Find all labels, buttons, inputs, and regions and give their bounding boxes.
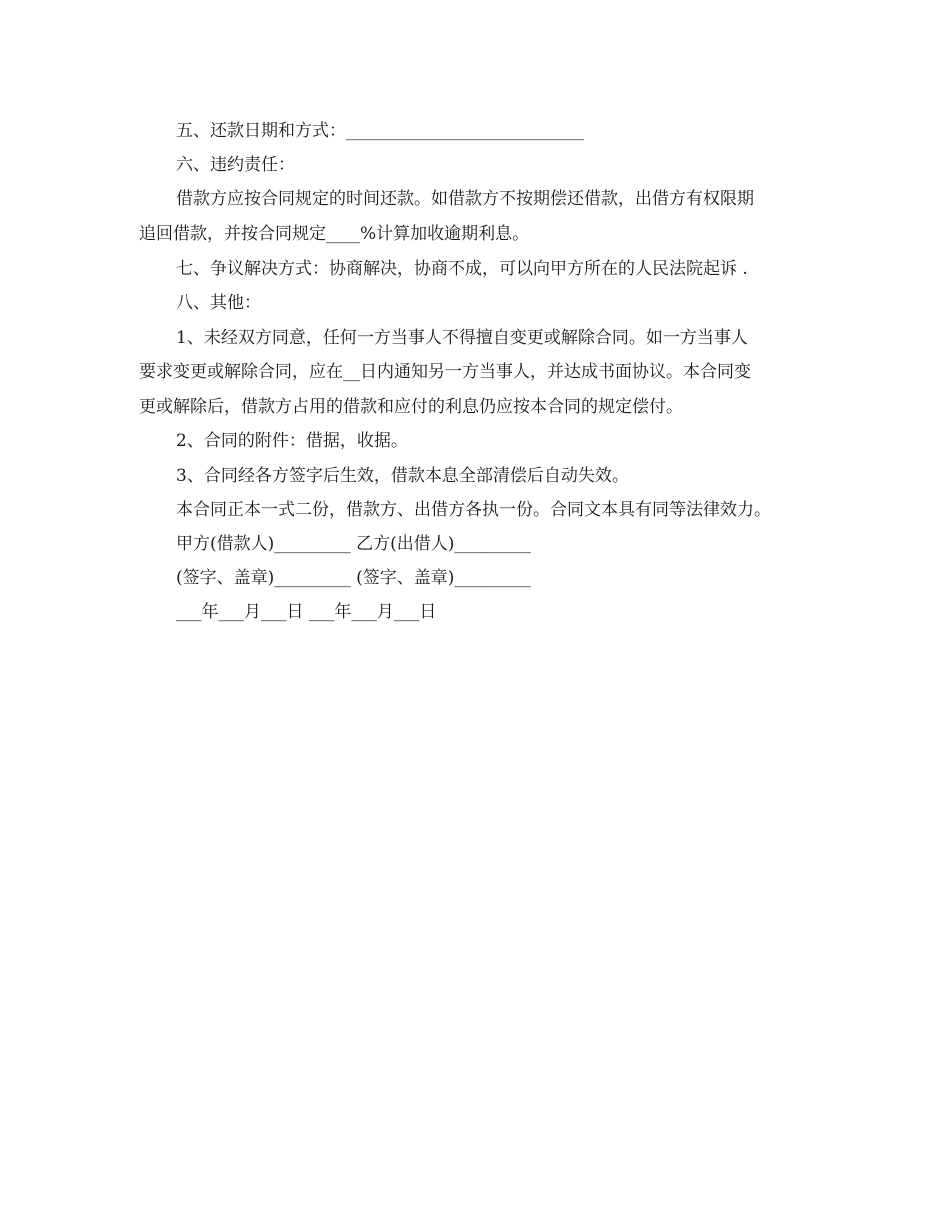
clause-3-effectiveness: 3、合同经各方签字后生效，借款本息全部清偿后自动失效。 (176, 466, 629, 486)
section-5-repayment-date: 五、还款日期和方式：____________________________ (176, 121, 584, 141)
section-6-text-line-2: 追回借款，并按合同规定____%计算加收逾期利息。 (139, 224, 530, 244)
sign-seal-line: (签字、盖章)_________ (签字、盖章)_________ (176, 568, 531, 588)
section-8-heading: 八、其他： (176, 293, 261, 313)
party-signature-line: 甲方(借款人)_________ 乙方(出借人)_________ (176, 534, 531, 554)
date-line: ___年___月___日 ___年___月___日 (176, 602, 437, 622)
copies-statement: 本合同正本一式二份，借款方、出借方各执一份。合同文本具有同等法律效力。 (176, 500, 771, 520)
section-7-dispute: 七、争议解决方式：协商解决，协商不成，可以向甲方所在的人民法院起诉 . (176, 259, 748, 279)
clause-1-line-1: 1、未经双方同意，任何一方当事人不得擅自变更或解除合同。如一方当事人 (176, 328, 748, 348)
clause-2-attachments: 2、合同的附件：借据，收据。 (176, 431, 408, 451)
section-6-heading: 六、违约责任： (176, 155, 295, 175)
section-6-text-line-1: 借款方应按合同规定的时间还款。如借款方不按期偿还借款，出借方有权限期 (176, 189, 754, 209)
clause-1-line-3: 更或解除后，借款方占用的借款和应付的利息仍应按本合同的规定偿付。 (139, 397, 683, 417)
clause-1-line-2: 要求变更或解除合同，应在__日内通知另一方当事人，并达成书面协议。本合同变 (139, 362, 751, 382)
